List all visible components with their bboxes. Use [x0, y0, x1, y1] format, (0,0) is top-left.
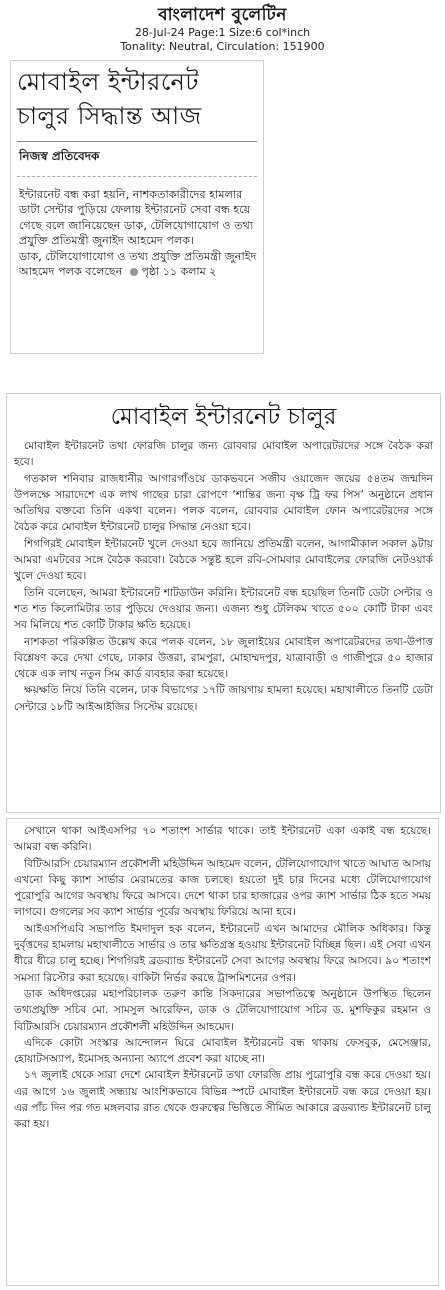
- article-paragraph: সেখানে থাকা আইএসপির ৭০ শতাংশ সার্ভার থাকে। তাই ইন্টারনেট একা একাই বন্ধ হয়েছে। আমরা বন্ধ করিনি।: [14, 825, 431, 854]
- intro-lead-text: ডাক, টেলিযোগাযোগ ও তথ্য প্রযুক্তি প্রতিমন্ত্রী জুনাইদ আহমেদ পলক বলেছেন: [19, 249, 257, 279]
- inside-headline: মোবাইল ইন্টারনেট চালুর: [110, 404, 337, 430]
- article-paragraph: আইএসপিএবি সভাপতি ইমদাদুল হক বলেন, ইন্টারনেট এখন আমাদের মৌলিক অধিকার। কিন্তু দুর্বৃত্তদের হামলায় মহাখালীতে সার্ভার ও তার ক্ষতিগ্রস্ত হওয়ায় ইন্টারনেট বিচ্ছিন্ন ছিল। এই সেবা এখন ধীরে ধীরে চালু হচ্ছে। শিগগিরই ব্রডব্যান্ড ইন্টারনেট সেবা আগের অবস্থায় ফিরে আসবে। ৯০ শতাংশ সমস্যা রিস্টোর করা হয়েছে। বাকিটা নির্ভর করছে ট্রান্সমিশনের ওপর।: [14, 922, 431, 984]
- headline-divider: [17, 141, 257, 142]
- intro-paragraph: [19, 249, 257, 280]
- front-intro: [19, 187, 257, 279]
- front-headline-line1: মোবাইল ইন্টারনেট: [17, 68, 199, 96]
- front-headline-line2: চালুর সিদ্ধান্ত আজ: [17, 102, 202, 130]
- article-paragraph: শিগগিরই মোবাইল ইন্টারনেট খুলে দেওয়া হবে জানিয়ে প্রতিমন্ত্রী বলেন, আগামীকাল সকাল ৯টায় আমরা এমটবের সঙ্গে বৈঠক করবো। বৈঠকে সন্তুষ্ট হলে রবি-সোমবার মোবাইলের ফোরজি নেটওয়ার্ক খুলে দেওয়া হবে।: [14, 537, 433, 583]
- byline: নিজস্ব প্রতিবেদক: [19, 149, 100, 163]
- continuation-clipping: [6, 818, 439, 1286]
- article-paragraph: ক্ষয়ক্ষতি নিয়ে তিনি বলেন, ঢাক বিভাগের ১৭টি জায়গায় হামলা হয়েছে। মহাখালীতে তিনটি ডেটা সেন্টারে ১৮টি আইআইজির সিস্টেম রয়েছে।: [14, 684, 433, 713]
- inside-article-body: [7, 438, 440, 715]
- front-headline: [17, 65, 263, 133]
- clipping-meta-date-page: 28-Jul-24 Page:1 Size:6 col*inch: [134, 26, 311, 39]
- article-paragraph: নাশকতা পরিকল্পিত উল্লেখ করে পলক বলেন, ১৮ জুলাইয়ের মোবাইল অপারেটরদের তথ্য-উপাত্ত বিশ্লেষণ করে দেখা গেছে, ঢাকার উত্তরা, রামপুরা, মোহাম্মদপুর, যাত্রাবাড়ী ও গাজীপুরে ৫০ হাজার থেকে এক লাখ নতুন সিম কার্ড ব্যবহার করা হয়েছে।: [14, 635, 433, 681]
- clipping-meta-tonality: Tonality: Neutral, Circulation: 151900: [120, 40, 325, 53]
- article-paragraph: এদিকে কোটা সংস্কার আন্দোলন ঘিরে মোবাইল ইন্টারনেট বন্ধ থাকায় ফেসবুক, মেসেঞ্জার, হোয়াটসঅ্যাপ, ইমোসহ অন্যান্য অ্যাপে প্রবেশ করা যাচ্ছে না।: [14, 1036, 431, 1066]
- article-paragraph: ১৭ জুলাই থেকে সারা দেশে মোবাইল ইন্টারনেট তথা ফোরজি প্রায় পুরোপুরি বন্ধ করে দেওয়া হয়। এর আগে ১৬ জুলাই সন্ধ্যায় আংশিকভাবে বিভিন্ন স্পটে মোবাইল ইন্টারনেট বন্ধ করে দেওয়া হয়। এর পাঁচ দিন পর গত মঙ্গলবার রাত থেকে গুরুত্বের ভিত্তিতে সীমিত আকারে ব্রডব্যান্ড ইন্টারনেট চালু করা হয়।: [14, 1069, 431, 1131]
- article-paragraph: ডাক অধিদপ্তরের মহাপরিচালক তরুণ কান্তি সিকদারের সভাপতিত্বে অনুষ্ঠানে উপস্থিত ছিলেন তথ্যপ্রযুক্তি সচিব মো. সামসুল আরেফিন, ডাক ও টেলিযোগাযোগ সচিব ড. মুশফিকুর রহমান ও বিটিআরসি চেয়ারম্যান প্রকৌশলী মহিউদ্দিন আহমেদ।: [14, 987, 431, 1033]
- intro-paragraph: ইন্টারনেট বন্ধ করা হয়নি, নাশকতাকারীদের হামলার ডাটা সেন্টার পুড়িয়ে ফেলায় ইন্টারনেট সেবা বন্ধ হয়ে গেছে বলে জানিয়েছেন ডাক, টেলিযোগাযোগ ও তথ্য প্রযুক্তি প্রতিমন্ত্রী জুনাইদ আহমেদ পলক।: [19, 188, 254, 248]
- article-paragraph: বিটিআরসি চেয়ারম্যান প্রকৌশলী মহিউদ্দিন আহমেদ বলেন, টেলিযোগাযোগ খাতে আঘাত আসায় এখনো কিছু ক্যাশ সার্ভার মেরামতের কাজ চলছে। হয়তো দুই চার দিনের মধ্যে টেলিযোগাযোগ পুরোপুরি আগের অবস্থায় ফিরে আসবে। দেশে থাকা চার হাজারের ওপর ক্যাশ সার্ভার ঠিক হতে সময় লাগবে। গুগলের সব ক্যাশ সার্ভার পূর্বের অবস্থায় ফিরিয়ে আনা হবে।: [14, 857, 431, 919]
- front-page-clipping: [10, 60, 264, 354]
- newspaper-name: বাংলাদেশ বুলেটিন: [158, 5, 287, 25]
- continuation-article-body: [7, 823, 438, 1133]
- article-paragraph: মোবাইল ইন্টারনেট তথা ফোরজি চালুর জন্য রোববার মোবাইল অপারেটরদের সঙ্গে বৈঠক করা হবে।: [14, 440, 433, 469]
- article-paragraph: তিনি বলেছেন, আমরা ইন্টারনেট শাটডাউন করিনি। ইন্টারনেট বন্ধ হয়েছিল তিনটি ডেটা সেন্টার ও শত শত কিলোমিটার তার পুড়িয়ে দেওয়ার জন্য। এজন্য শুধু টেলিকম খাতে ৫০০ কোটি টাকা এবং সব মিলিয়ে শত কোটি টাকার ক্ষতি হয়েছে।: [14, 586, 433, 632]
- byline-divider: [17, 176, 257, 177]
- jump-bullet-icon: [130, 268, 138, 276]
- page-jump-reference: পৃষ্ঠা ১১ কলাম ২: [141, 265, 217, 279]
- inside-page-clipping: [6, 393, 441, 813]
- article-paragraph: গতকাল শনিবার রাজধানীর আগারগাঁওয়ে ডাকভবনে সজীব ওয়াজেদ জয়ের ৫৪তম জন্মদিন উপলক্ষে সারাদেশে এক লাখ গাছের চারা রোপণে ‘শান্তির জন্য বৃক্ষ ট্রি ফর পিস’ অনুষ্ঠানে প্রধান অতিথির বক্তব্যে তিনি একথা বলেন। পলক বলেন, রোববার মোবাইল ফোন অপারেটরদের সঙ্গে বৈঠক করে মোবাইল ইন্টারনেট চালুর সিদ্ধান্ত নেওয়া হবে।: [14, 472, 433, 534]
- masthead: [0, 4, 445, 54]
